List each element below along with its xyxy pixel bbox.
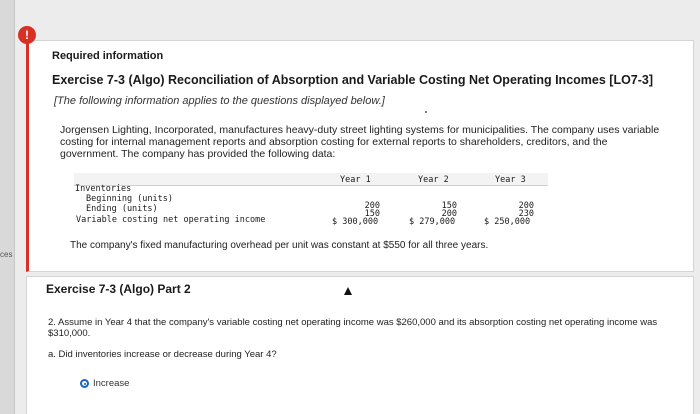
table-row-label-ending: Ending (units) [86, 204, 158, 214]
table-header-year-1: Year 1 [340, 175, 371, 185]
radio-increase[interactable] [80, 379, 89, 388]
exercise-title: Exercise 7-3 (Algo) Reconciliation of Absorption and Variable Costing Net Operating Incomes [LO7-3] [52, 73, 654, 87]
table-cell-noi-year-3: $ 250,000 [484, 217, 531, 227]
exercise-part-panel [26, 276, 694, 414]
table-cell-ending-year-2: 200 [441, 209, 457, 219]
table-cell-noi-year-1: $ 300,000 [332, 217, 379, 227]
question-2-text: 2. Assume in Year 4 that the company's variable costing net operating income was $260,000 and its absorption costing net operating income was $310,000. [48, 317, 658, 339]
table-cell-ending-year-3: 230 [518, 209, 534, 219]
required-information-heading: Required information [52, 50, 164, 62]
table-cell-noi-year-2: $ 279,000 [409, 217, 456, 227]
table-cell-beginning-year-3: 200 [518, 201, 534, 211]
part-title: Exercise 7-3 (Algo) Part 2 [46, 282, 191, 296]
table-row-label-variable-costing-noi: Variable costing net operating income [76, 215, 266, 225]
alert-icon: ! [18, 26, 36, 44]
table-cell-beginning-year-2: 150 [441, 201, 457, 211]
exercise-intro: Jorgensen Lighting, Incorporated, manufactures heavy-duty street lighting systems for municipalities. The company uses variable costing for internal management reports and absorption costing for external reports to shareholders, creditors, and the government. The company has provided the following data: [60, 124, 660, 160]
table-row-label-inventories: Inventories [75, 184, 132, 194]
table-cell-beginning-year-1: 200 [364, 201, 380, 211]
table-header-bar [74, 173, 548, 186]
table-header-year-2: Year 2 [418, 175, 449, 185]
exercise-note: [The following information applies to the questions displayed below.] [54, 95, 385, 107]
left-sidebar [0, 0, 15, 414]
sidebar-partial-label: ces [0, 250, 13, 259]
table-header-year-3: Year 3 [495, 175, 526, 185]
table-row-label-beginning: Beginning (units) [86, 194, 173, 204]
sub-question-a: a. Did inventories increase or decrease during Year 4? [48, 349, 277, 360]
option-label-increase[interactable]: Increase [93, 378, 130, 389]
overhead-footnote: The company's fixed manufacturing overhead per unit was constant at $550 for all three years. [70, 240, 489, 251]
mouse-cursor-icon [344, 287, 352, 295]
table-cell-ending-year-1: 150 [364, 209, 380, 219]
decorative-dot [425, 111, 427, 113]
